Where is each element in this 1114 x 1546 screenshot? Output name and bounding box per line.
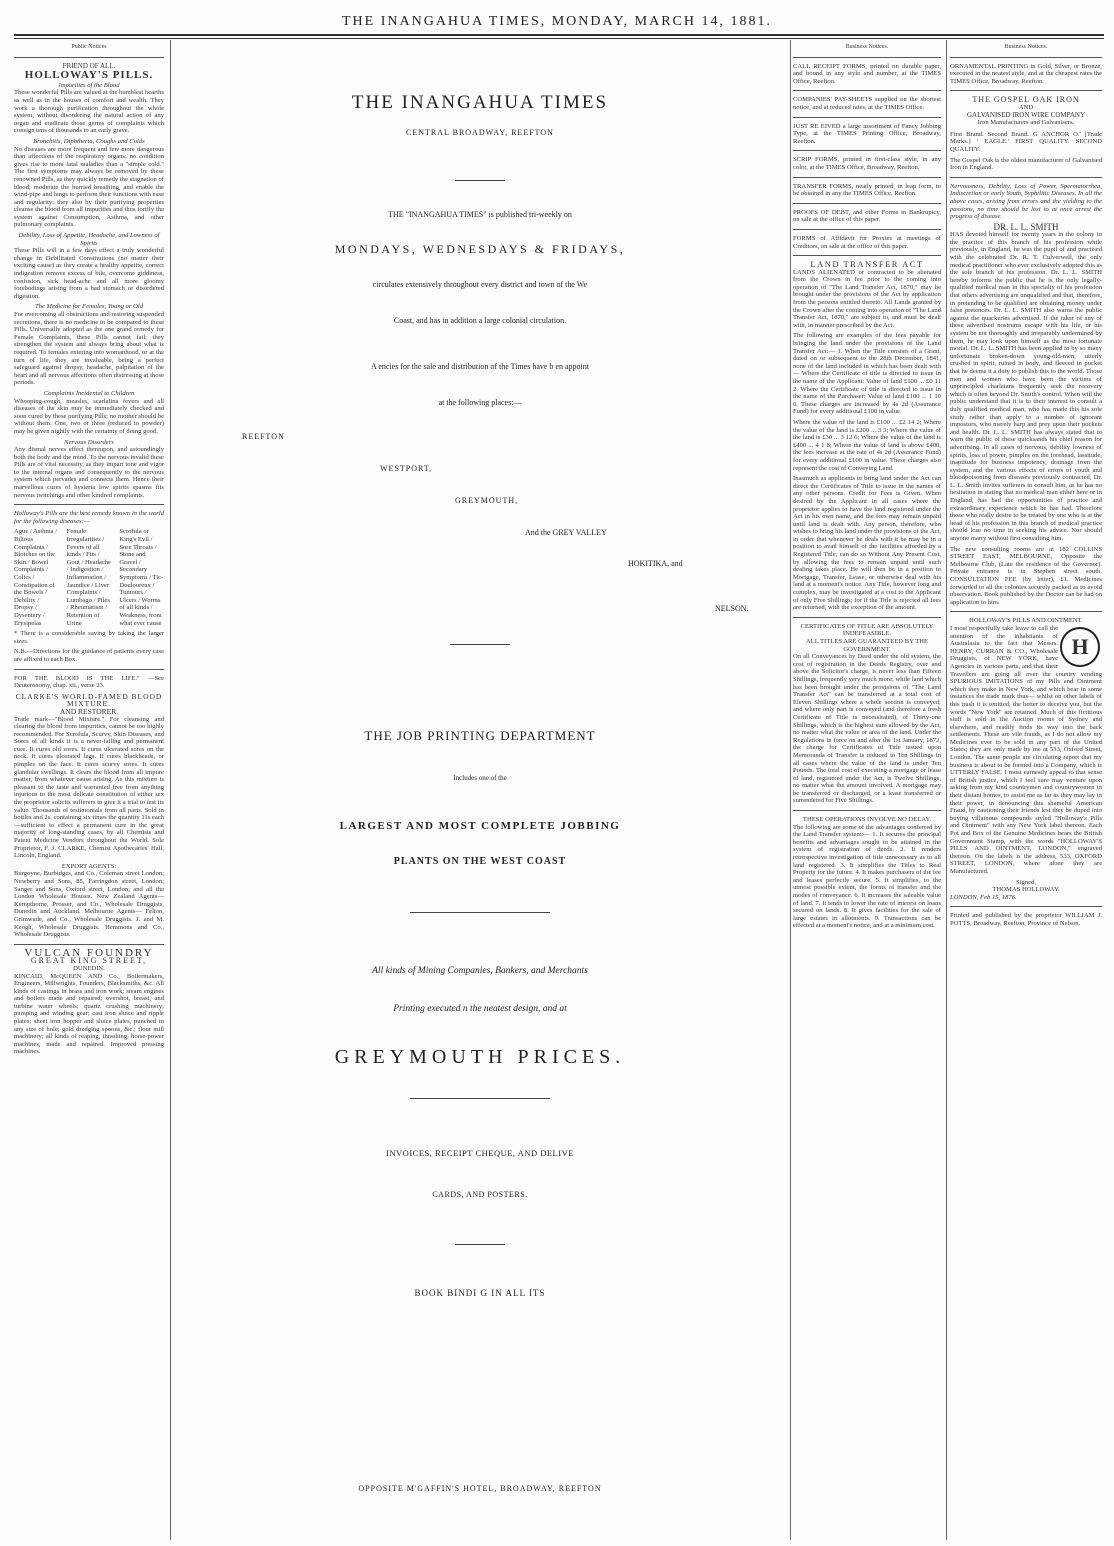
paragraph: These Pills will in a few days effect a truly wonderful change in Debilitated Constitutions (no matter their exciting cause) as they create a healthy appetite, correct indigestion remove excess of bile, overcome giddiness, confusion, sick head-ache and all more gloomy forebodings arising from a bad stomach or disordered digestion. [14, 247, 164, 300]
divider [950, 90, 1102, 91]
agencies-line: A encies for the sale and distribution of the Times have b en appoint [371, 362, 589, 371]
paragraph: Where the value of the land is £100 ... £2 14 2; Where the value of the land is £200 ... 3 3; Where the value of the land is £30 ... 3 12 6; Where the value of the land is £400 ... 4 1 8; Where the value of land is above £400, the fees increase at the rate of 4s 2d (Assurance Fund) for every additional £100 in value. These charges also represent the cost of Conveying Land. [793, 418, 941, 472]
notice: PROOFS OF DEBT, and other Forms in Bankruptcy, on sale at the office of this paper. [793, 208, 941, 224]
paragraph: The following are some of the advantages conferred by the Land Transfer system:— 1. It secures the principal benefits and advantages sought to be attained in the system of registration of deeds. 2. It renders retrospective investigation of title unnecessary as to all land registered. 3. It simplifies the Titles to Real Property for the future. 4. It makes purchasers of the fee and leases perfectly secure. 5. It simplifies, to the utmost possible extent, the forms of transfer and the modes of conveyance. 6. It increases the saleable value of land. 7. It tends to lower the rate of interest on loans secured on lands. 8. It gives facilities for the sale of large estates in allotments. 9. Transactions can be effected at a moment's notice, and at a minimum cost. [793, 823, 941, 930]
job-department: THE JOB PRINTING DEPARTMENT [364, 728, 596, 743]
holloway-trademark-logo: H [1060, 627, 1100, 667]
date: LONDON, Feb 15, 1876. [950, 893, 1017, 901]
caution: * There is a considerable saving by taking the larger sizes. [14, 630, 164, 645]
divider [793, 117, 941, 118]
divider [14, 669, 164, 670]
notice: JUST RE EIVED a large assortment of Fancy Jobbing Type, at the TIMES Printing Office, Broadway, Reefton. [793, 122, 941, 145]
smith-text: HAS devoted himself for twenty years in the colony to the practice of this branch of his profession while previously, in England, he was the pupil of and practised with the celebrated Dr. R. T. Culverwell, the only medical practitioner who ever exclusively adopted this as the sole branch of his profession. Dr. L. L. SMITH hereby informs the public that he is the only legally-qualified medical man in this specialty of his profession that others advertising are unqualified and that, therefore, in pretending to be qualified are obtaining money under false pretences. Dr. L. L. SMITH also warns the public against the quackeries advertised. If the taker of any of these advertised nostrums escape with his life, or his system be not thoroughly and irreparably undermined by them, he may look upon himself as the most fortunate mortal. Dr. L. L. SMITH has been applied to by so many unfortunate broken-down young-old-men, utterly crushed in spirit, ruined in body, and fleeced in pocket that he deems it a duty to publish this to the world. Those men and women who have been the victims of unprincipled charlatans frequently seek the recovery which is often beyond Dr. Smith's control. When will the public understand that it is to their interest to consult a duly qualified medical man, who has made this his sole study rather than apply to a number of ignorant impostors, who merely harp and prey upon their pockets and health. Dr. L. L. SMITH has always stated that to warn the public of these quicksands his chief reason for advertising. In all cases of nervous, debility lowness of spirits, loss of power, pimples on the forehead, lassitude, inaptitude for business impotency, drainage from the system, and the various effects of errors of youth and bloodpoisoning from diseases previously contracted, Dr. L. L. Smith invites sufferers to consult him, as he has no hesitation in stating that no medical man either here or in England, has had the opportunities of practice and extraordinary experience which he has had. Therefore those who really desire to be treated by one who is at the head of his profession in this branch of medical practice should lose no time in seeking his advice. Nor should anyone marry without first consulting him. [950, 231, 1102, 543]
divider [793, 90, 941, 91]
divider [14, 57, 164, 58]
published-line: THE "INANGAHUA TIMES" is published tri-weekly on [388, 210, 572, 219]
place-reefton: REEFTON [242, 432, 285, 441]
divider [455, 180, 505, 181]
disease-column: Scrofula or King's Evil / Sore Throats / Stone and Gravel / Secondary Symptoms / Tic-Douloureux / Tumours / Ulcers / Worms of all kinds / Weakness, from what ever cause [119, 528, 164, 627]
section-heading: Bronchitis, Diphtheria, Coughs and Colds [33, 137, 145, 145]
prices-line: GREYMOUTH PRICES. [334, 1046, 626, 1068]
column-business-notices-2 [950, 44, 1102, 1540]
divider [410, 912, 550, 913]
divider [950, 906, 1102, 907]
blood-life: FOR THE BLOOD IS THE LIFE." —See Deuteronomy, chap. xii., verse 23. [14, 674, 164, 690]
section-heading: The Medicine for Females, Young or Old [35, 303, 143, 311]
divider [793, 177, 941, 178]
column-public-notices [14, 44, 164, 1540]
place-hokitika: HOKITIKA, and [628, 559, 683, 568]
masthead-rule [14, 34, 1104, 36]
coast-line: Coast, and has in addition a large colonial circulation. [393, 316, 567, 325]
notice: ORNAMENTAL PRINTING in Gold, Silver, or Bronze, executed in the neatest style, and at the cheapest rates the TIMES Office, Broadway, Reefton. [950, 62, 1102, 85]
circulates-line: circulates extensively throughout every district and town of the We [372, 280, 588, 289]
place-greymouth: GREYMOUTH, [455, 496, 519, 505]
place-nelson: NELSON. [715, 604, 749, 613]
signed: Signed, [1016, 878, 1036, 886]
paper-title: THE INANGAHUA TIMES [351, 92, 609, 113]
times-advertisement [170, 44, 790, 1544]
place-grey-valley: And the GREY VALLEY [525, 528, 607, 537]
clarke-text: Trade mark—"Blood Mixture." For cleansing and clearing the blood from impurities, cannot be too highly recommended. For Scrofula, Scurvy, Skin Diseases, and Sores of all kinds it is a never-failing and permanent cure. It cures old sores. It cures ulcerated sores on the neck. It cures ulcerated legs. It cures blackheads, or pimples on the face. It cures scurvy sores. It cures glandular swellings. It clears the blood from all impure matter, from whatever cause arising. As this mixture is pleasant to the taste and warranted free from anything injurious to the most delicate constitution of either sex the proprietor solicits sufferers to give it a trial to test its value. Thousands of testimonials from all parts. Sold in bottles and 2s. containing six times the quantity 11s each—sufficient to effect a permanent cure in the great majority of long-standing cases, by all Chemists and Patent Medicine Vendors throughout the World. Sole Proprietor, F. J. CLARKE, Chemist Apothecaries' Hall, Lincoln, England. [14, 715, 164, 860]
divider [793, 150, 941, 151]
clarke-title: CLARKE'S WORLD-FAMED BLOOD MIXTURE. [15, 691, 163, 709]
holloway2-title: HOLLOWAY'S PILLS AND OINTMENT. [969, 617, 1083, 625]
gospel-and: AND [1018, 103, 1034, 111]
divider [793, 57, 941, 58]
divider [14, 504, 164, 505]
paragraph: For overcoming all obstructions and restoring suspended secretions, there is no medicine to be compared to these Pills. Universally adopted as the one grand remedy for Female Complaints, these Pills cannot fail; they strengthen the system and always bring about what is required. To females entering into womanhood, or at the turn of life, they are invaluable, being a perfect safeguard against dropsy, headache, palpitation of the heart and all nervous affections often distressing at those periods. [14, 311, 164, 387]
nb-note: N.B.—Directions for the guidance of patients every case are affixed to each Box. [14, 648, 164, 663]
column-business-notices [793, 44, 941, 1540]
divider [793, 810, 941, 811]
paragraph: These wonderful Pills are valued at the humblest hearths as well as in the houses of comfort and wealth. They work a thorough purification throughout the whole system, without disordering the natural action of any organ and eradicate those germs of complaints which consign tens of thousands to an early grave. [14, 89, 164, 135]
divider [950, 57, 1102, 58]
galvanised-title: GALVANISED IRON WIRE COMPANY [966, 110, 1086, 119]
signature-name: THOMAS HOLLOWAY. [992, 886, 1060, 894]
plants-line: PLANTS ON THE WEST COAST [393, 856, 567, 867]
column-header: Public Notices [71, 44, 107, 50]
column-divider [790, 40, 791, 1540]
nervousness: Nervousness, Debility, Loss of Power, Spermatorrhea, Indiscretion or early Youth, Syphilitic Diseases. In all the above cases, arising from errors and the yielding to the passions, no time should be lost to at once arrest the progress of disease. [950, 182, 1102, 221]
section-heading: THESE OPERATIONS INVOLVE NO DELAY. [802, 816, 932, 824]
paragraph: No diseases are more frequent and few more dangerous than affections of the respiratory organs; no condition gives rise to more fatal maladies than a "simple cold." The first symptoms may always be removed by these renowned Pills, as they quickly remedy the stagnation of blood; moderate the hurried breathing, and enable the wind-pipe and lungs to perform their functions with ease and regularity; they also by their purifying properties cleanse the blood from all impurities and thus fortify the system against Consumption, Asthma, and other pulmonary complaints. [14, 145, 164, 229]
divider [793, 255, 941, 256]
divider [950, 177, 1102, 178]
paragraph: Inasmuch as applicants to bring land under the Act can direct the Certificates of Title to issue in the names of any other persons. Credit for Fees is Given. When desired by the Applicant in all cases where the proprietor applies to have the land registered under the Act in his own name, and the fees may remain unpaid until land is dealt with. Any person, therefore, who wishes to bring his land under the provisions of the Act, in order that whenever he deals with it he may be in a position to avail himself of the facilities afforded by a Registered Title, can do so Without Any Present Cost, by allowing the fees to remain unpaid until such dealing takes place. He will then be in a position to Mortgage, Transfer, Lease, or otherwise deal with his land at a moment's notice. Any Title, however long and complex, may be investigated at a cost to the Applicant of only Five Shillings; for if the Title is rejected all fees are returned, with the exception of the amount. [793, 475, 941, 612]
export-heading: EXPORT AGENTS: [61, 862, 117, 870]
paper-address: CENTRAL BROADWAY, REEFTON [406, 128, 554, 137]
agents-text: Burgoyne, Burbidges, and Co., Coleman street London; Newberry and Sons, 85, Farringdon street, London; Sanger and Sons, Oxford street, London; and all the London Wholesale Houses. New Zealand Agents— Kempthorne, Prosser, and Co., Wholesale Druggists, Dunedin and Auckland. Melbourne Agents— Felton, Grimwade, and Co., Wholesale Druggists. J. and M. Keogh, Wholesale Druggists. Hemmons and Co., Wholesale Druggists. [14, 870, 164, 939]
land-transfer-title: LAND TRANSFER ACT [810, 259, 924, 270]
days-line: MONDAYS, WEDNESDAYS & FRIDAYS, [334, 242, 626, 256]
notice: SCRIP FORMS, printed in first-class style, in any color, at the TIMES Office, Broadway, Reefton. [793, 156, 941, 171]
cards-line: CARDS, AND POSTERS. [432, 1190, 528, 1199]
notice: TRANSFER FORMS, neatly printed, in leap form, to be obtained in any the TIMES Office, Reefton. [793, 182, 941, 198]
paragraph: LANDS ALIENATED or contracted to be alienated from the Crown in fee prior to the coming into operation of "The Land Transfer Act, 1870," may be brought under the provisions of the Act by application from the persons entitled thereto. All Lands granted by the Crown after the coming into operation of "The Land Transfer Act, 1870," are subject to, and must be dealt with, in manner prescribed by the Act. [793, 268, 941, 329]
notice: FORMS of Affidavit for Proxies at meetings of Creditors, on sale at the office of this paper. [793, 234, 941, 250]
vulcan-street: GREAT KING STREET, [30, 956, 148, 966]
disease-list [14, 528, 164, 627]
imprint: Printed and published by the proprietor WILLIAM J. POTTS, Broadway, Reefton, Province of Nelson. [950, 912, 1102, 927]
gospel-text: The Gospel Oak is the oldest manufacturer of Galvanised Iron in England. [950, 156, 1102, 172]
section-heading: Debility, Loss of Appetite, Headache, and Lowness of Spirits [18, 232, 160, 247]
place-westport: WESTPORT, [380, 464, 433, 473]
printing-line: Printing executed n the neatest design, and at [393, 1004, 567, 1014]
iron-subtitle: Iron Manufacturers and Galvanisers. [977, 119, 1075, 127]
paragraph: On all Conveyances by Deed under the old system, the cost of registration in the Deeds Registry, over and above the Solicitor's charge, is never less than Fifteen Shillings, frequently very much more; while land which has been brought under the provisions of "The Land Transfer Act" can be transferred at a total cost of Eleven Shillings where a whole section is conveyed; and where only part is conveyed (and therefore a fresh Certificate of Title is necessitated), of Thirty-one Shillings, which is the highest sum allowed by the Act, no matter what the value or area of the land. Under the Regulations in force on and after the 1st January, 1872, the charge for Certificates of Title issued upon Memoranda of Transfer is reduced to Ten Shillings in all cases where the value of the land is under Ten Pounds. The total cost of executing a mortgage or lease of land, registered under the Act, is Twelve Shillings, no matter what the amount involved. A mortgage may be transferred or discharged, or a lease transferred or surrendered for Five Shillings. [793, 653, 941, 805]
divider [410, 1098, 550, 1099]
section-heading: Complaints Incidental to Children [43, 389, 135, 397]
section-heading: CERTIFICATES OF TITLE ARE ABSOLUTELY INDEFEASIBLE. [800, 622, 934, 638]
mining-line: All kinds of Mining Companies, Bankers, and Merchants [372, 966, 588, 976]
holloway-title: HOLLOWAY'S PILLS. [24, 69, 154, 82]
paragraph: Any dismal nerves effect thereupon, and astoundingly both the body and the mind. To the nervous invalid these Pills are of vital necessity, as they impart tone and vigor to the internal organs and consequently to the nervous system which pervades and connects them. Hence their marvellous cures of hysteria low spirits spasms fits nervous twitchings and other kindred complaints. [14, 446, 164, 499]
divider [793, 617, 941, 618]
disease-column: Ague / Asthma / Bilious Complaints / Blotches on the Skin / Bowel Complaints / Colics / Constipation of the Bowels / Debility / Dropsy / Dysentery / Erysipelas [14, 528, 58, 627]
holloway2-text: I most respectfully take leave to call the attention of the inhabitants of Australasia to the fact that Messrs. HENRY, CURRAN & CO., Wholesale Druggists, of NEW YORK, have Agencies in various parts, and that their Travellers are going all over the country vending SPURIOUS IMITATIONS of my Pills and Ointment which they make in New York, and which bear in some instances the trade mark thus— whilst on other labels of this trash it is omitted, the better to deceive you, but the words "New York" are retained. Much of this fictitious stuff is sold in the Auction rooms of Sydney and elsewhere, and readily finds its way into the back settlements. These are vile frauds, as I do not allow my Medicines ever to be sold in any part of the United States; they are only made by me at 533, Oxford Street, London. The same people are circulating report that my business is about to be formed into a Company, which is UTTERLY FALSE. I most earnestly appeal to that sense of British justice, which I feel sure may venture upon asking from my kind countrymen and countrywomen in their distant homes, to assist me as far as they may lay in their power, in denouncing this shameful American Fraud, by cautioning their friends lest they be duped into buying villainous compounds styled "Holloway's Pills and Ointment" with any New York label thereon. Each Pot and Box of the Genuine Medicines bears the British Government Stamp, with the words "HOLLOWAY'S PILLS AND OINTMENT, LONDON," engraved thereon. On the labels is the address, 533, OXFORD STREET, LONDON, where alone they are Manufactured. [950, 624, 1102, 875]
column-divider [946, 40, 947, 1540]
divider [450, 644, 510, 645]
notice: CALL RECEIPT FORMS, printed on durable paper, and bound in any style and number, at the TIMES Office, Reefton. [793, 62, 941, 85]
section-heading: Impurities of the Blood [58, 81, 120, 89]
book-binding: BOOK BINDI G IN ALL ITS [414, 1288, 546, 1298]
column-header: Business Notices. [845, 44, 889, 50]
divider [793, 229, 941, 230]
column-header: Business Notices. [1004, 44, 1048, 50]
kincaid-text: KINCAID, McQUEEN AND Co., Boilermakers, Engineers, Millwrights, Founders, Blacksmiths, &c. All kinds of castings in brass and iron work; steam engines and boilers made and repaired; overshot, breast, and turbine water wheels; quartz crushing machinery; pumping and winding gear; cast iron sluice and ripple plates; sheet iron hopper and sluice plates, punched to any size of hole; gold dredging spoons, &c.; flour mill machinery; all kinds of reaping, thrashing, horse-power machines, made and repaired. Improved pressing machines. [14, 972, 164, 1056]
vulcan-title: VULCAN FOUNDRY [24, 946, 154, 959]
consultation: The new consulting rooms are at 182 COLLINS STREET EAST, MELBOURNE, Opposite the Melbourne Club, (Late the residence of the Governor). Private entrance is in Stephen street south. CONSULTATION FEE (by letter), £1. Medicines forwarded to all the colonies securely packed as to avoid observation. Book published by the Doctor can be had on application to him. [950, 545, 1102, 606]
divider [950, 611, 1102, 612]
includes-line: Includes one of the [453, 774, 507, 782]
masthead-rule-thin [14, 38, 1104, 39]
smith-title: DR. L. L. SMITH [993, 221, 1059, 232]
divider [455, 1244, 505, 1245]
brands: First Brand. Second Brand. G ANCHOR O.' [Trade Marks.] ' EAGLE.' FIRST QUALITY. SECOND QUALITY. [950, 130, 1102, 153]
notice: COMPANIES' PAY-SHEETS supplied on the shortest notice, and at reduced rates, at the TIMES Office. [793, 96, 941, 111]
largest-line: LARGEST AND MOST COMPLETE JOBBING [339, 820, 621, 832]
invoices-line: INVOICES, RECEIPT CHEQUE, AND DELIVE [386, 1148, 574, 1158]
section-heading: Nervous Disorders [64, 438, 114, 446]
paragraph: Whooping-cough, measles, scarlatina fevers and all diseases of the skin may be immediately checked and soon cured by these purifying Pills; no mother should be without them. One, two or three (reduced to powder) may be given nightly with the certainty of doing good. [14, 397, 164, 435]
opposite-line: OPPOSITE M'GAFFIN'S HOTEL, BROADWAY, REEFTON [358, 1484, 602, 1493]
disease-column: Female Irregularities / Fevers of all kinds / Fits / Gout / Headache / Indigestion / Inflammation / Jaundice / Liver Complaints / Lumbago / Piles / Rheumatism / Retention of Urine [66, 528, 111, 627]
restorer-title: AND RESTORER. [59, 706, 119, 716]
divider [14, 944, 164, 945]
divider [793, 203, 941, 204]
paragraph: The following are examples of the fees payable for bringing the land under the provisions of the Land Transfer Act:— 1. When the Title consists of a Grant, dated on or subsequent to the 28th December, 1841, none of the land included in which has been dealt with— Where the Certificate of title is directed to issue in the name of the Applicant: Value of land £100 ... £0 11 2. Where the Certificate of title is directed to issue in the name of the Purchaser: Value of land £100 ... 1 10 0. These charges are increased by 4s 2d (Assurance Fund) for every additional £100 in value. [793, 332, 941, 416]
section-heading: ALL TITLES ARE GUARANTEED BY THE GOVERNMENT. [805, 638, 929, 653]
places-intro: at the following places:— [438, 398, 522, 407]
gospel-title: THE GOSPEL OAK IRON [972, 95, 1080, 105]
friend-heading: FRIEND OF ALL. [62, 61, 116, 70]
list-title: Holloway's Pills are the best remedy known in the world for the following diseases:— [14, 510, 164, 525]
masthead: THE INANGAHUA TIMES, MONDAY, MARCH 14, 1881. [342, 14, 772, 29]
vulcan-city: DUNEDIN. [73, 964, 105, 972]
